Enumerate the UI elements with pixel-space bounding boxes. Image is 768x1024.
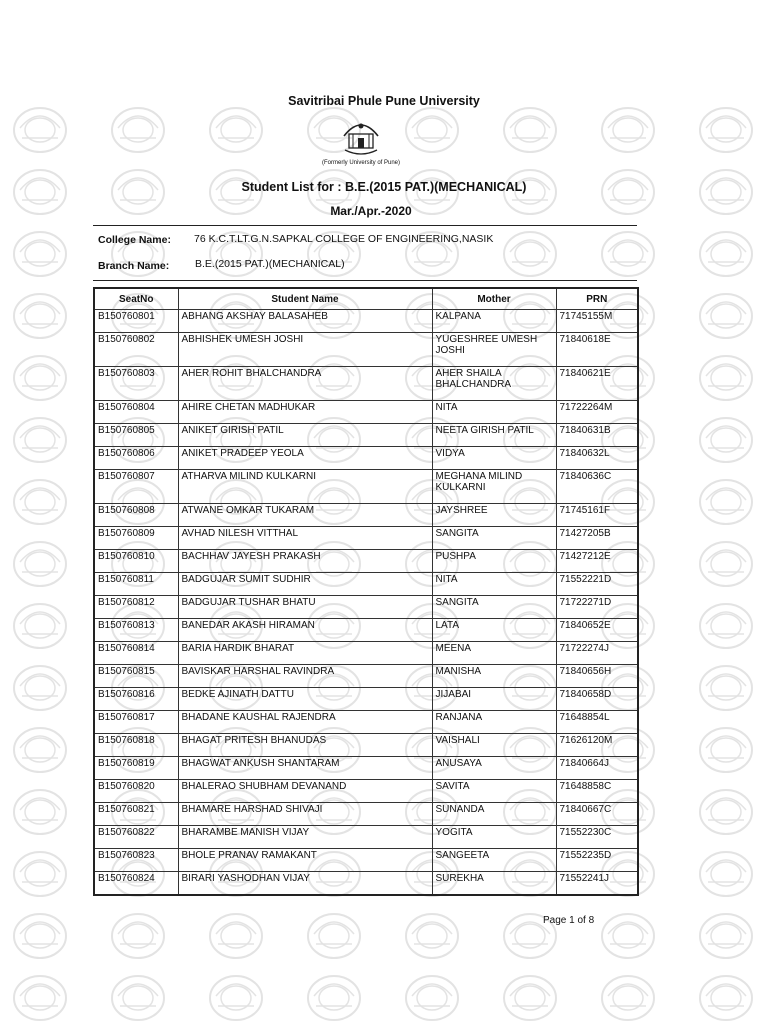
seat-number-cell: B150760820	[94, 780, 178, 803]
seat-number-cell: B150760819	[94, 757, 178, 780]
seat-number-cell: B150760805	[94, 424, 178, 447]
mother-name-cell: YUGESHREE UMESH JOSHI	[432, 333, 556, 367]
table-row	[94, 757, 638, 780]
mother-name-cell: VAISHALI	[432, 734, 556, 757]
prn-cell: 71552241J	[556, 872, 638, 896]
mother-name-cell: NEETA GIRISH PATIL	[432, 424, 556, 447]
student-name-cell: BHAGAT PRITESH BHANUDAS	[178, 734, 432, 757]
column-header-student-name: Student Name	[178, 288, 432, 310]
college-name-label: College Name:	[98, 234, 171, 246]
divider-bottom	[93, 280, 637, 281]
student-name-cell: ANIKET PRADEEP YEOLA	[178, 447, 432, 470]
mother-name-cell: KALPANA	[432, 310, 556, 333]
prn-cell: 71552221D	[556, 573, 638, 596]
student-name-cell: ABHANG AKSHAY BALASAHEB	[178, 310, 432, 333]
prn-cell: 71648858C	[556, 780, 638, 803]
prn-cell: 71840652E	[556, 619, 638, 642]
seat-number-cell: B150760813	[94, 619, 178, 642]
prn-cell: 71427205B	[556, 527, 638, 550]
student-name-cell: BHOLE PRANAV RAMAKANT	[178, 849, 432, 872]
mother-name-cell: VIDYA	[432, 447, 556, 470]
prn-cell: 71722271D	[556, 596, 638, 619]
mother-name-cell: JAYSHREE	[432, 504, 556, 527]
table-row	[94, 447, 638, 470]
student-list-title: Student List for : B.E.(2015 PAT.)(MECHANICAL)	[241, 180, 527, 194]
table-row	[94, 527, 638, 550]
column-header-prn: PRN	[556, 288, 638, 310]
student-name-cell: BIRARI YASHODHAN VIJAY	[178, 872, 432, 896]
prn-cell: 71722274J	[556, 642, 638, 665]
seat-number-cell: B150760817	[94, 711, 178, 734]
mother-name-cell: LATA	[432, 619, 556, 642]
student-name-cell: BARIA HARDIK BHARAT	[178, 642, 432, 665]
table-row	[94, 826, 638, 849]
seat-number-cell: B150760803	[94, 367, 178, 401]
seat-number-cell: B150760808	[94, 504, 178, 527]
prn-cell: 71745155M	[556, 310, 638, 333]
mother-name-cell: NITA	[432, 573, 556, 596]
table-row	[94, 619, 638, 642]
mother-name-cell: RANJANA	[432, 711, 556, 734]
table-row	[94, 470, 638, 504]
student-name-cell: BADGUJAR SUMIT SUDHIR	[178, 573, 432, 596]
prn-cell: 71840631B	[556, 424, 638, 447]
mother-name-cell: SUNANDA	[432, 803, 556, 826]
seat-number-cell: B150760824	[94, 872, 178, 896]
table-row	[94, 550, 638, 573]
student-name-cell: AHER ROHIT BHALCHANDRA	[178, 367, 432, 401]
seat-number-cell: B150760818	[94, 734, 178, 757]
seat-number-cell: B150760821	[94, 803, 178, 826]
formerly-note: (Formerly University of Pune)	[321, 160, 401, 166]
mother-name-cell: ANUSAYA	[432, 757, 556, 780]
prn-cell: 71552230C	[556, 826, 638, 849]
student-name-cell: AHIRE CHETAN MADHUKAR	[178, 401, 432, 424]
table-row	[94, 780, 638, 803]
seat-number-cell: B150760801	[94, 310, 178, 333]
table-row	[94, 803, 638, 826]
table-row	[94, 711, 638, 734]
table-row	[94, 573, 638, 596]
mother-name-cell: SAVITA	[432, 780, 556, 803]
table-row	[94, 665, 638, 688]
table-row	[94, 734, 638, 757]
prn-cell: 71840658D	[556, 688, 638, 711]
student-name-cell: BEDKE AJINATH DATTU	[178, 688, 432, 711]
table-row	[94, 596, 638, 619]
student-name-cell: ABHISHEK UMESH JOSHI	[178, 333, 432, 367]
table-header-row	[94, 288, 638, 310]
prn-cell: 71840618E	[556, 333, 638, 367]
table-row	[94, 642, 638, 665]
mother-name-cell: YOGITA	[432, 826, 556, 849]
page-number: Page 1 of 8	[543, 915, 595, 926]
student-name-cell: BHAGWAT ANKUSH SHANTARAM	[178, 757, 432, 780]
mother-name-cell: MANISHA	[432, 665, 556, 688]
seat-number-cell: B150760812	[94, 596, 178, 619]
prn-cell: 71840632L	[556, 447, 638, 470]
table-row	[94, 849, 638, 872]
prn-cell: 71840621E	[556, 367, 638, 401]
student-name-cell: BAVISKAR HARSHAL RAVINDRA	[178, 665, 432, 688]
column-header-seatno: SeatNo	[94, 288, 178, 310]
student-name-cell: BHADANE KAUSHAL RAJENDRA	[178, 711, 432, 734]
seat-number-cell: B150760823	[94, 849, 178, 872]
student-name-cell: ATHARVA MILIND KULKARNI	[178, 470, 432, 504]
mother-name-cell: JIJABAI	[432, 688, 556, 711]
seat-number-cell: B150760802	[94, 333, 178, 367]
prn-cell: 71840656H	[556, 665, 638, 688]
seat-number-cell: B150760816	[94, 688, 178, 711]
mother-name-cell: MEENA	[432, 642, 556, 665]
mother-name-cell: SUREKHA	[432, 872, 556, 896]
seat-number-cell: B150760804	[94, 401, 178, 424]
prn-cell: 71840667C	[556, 803, 638, 826]
table-row	[94, 401, 638, 424]
seat-number-cell: B150760807	[94, 470, 178, 504]
university-name: Savitribai Phule Pune University	[288, 94, 480, 108]
table-row	[94, 872, 638, 896]
seat-number-cell: B150760811	[94, 573, 178, 596]
table-row	[94, 424, 638, 447]
seat-number-cell: B150760810	[94, 550, 178, 573]
student-name-cell: BHARAMBE MANISH VIJAY	[178, 826, 432, 849]
student-name-cell: ATWANE OMKAR TUKARAM	[178, 504, 432, 527]
mother-name-cell: SANGITA	[432, 527, 556, 550]
prn-cell: 71648854L	[556, 711, 638, 734]
table-row	[94, 367, 638, 401]
table-row	[94, 504, 638, 527]
table-row	[94, 333, 638, 367]
student-name-cell: BADGUJAR TUSHAR BHATU	[178, 596, 432, 619]
exam-session: Mar./Apr.-2020	[330, 204, 412, 218]
prn-cell: 71722264M	[556, 401, 638, 424]
student-name-cell: ANIKET GIRISH PATIL	[178, 424, 432, 447]
student-name-cell: BACHHAV JAYESH PRAKASH	[178, 550, 432, 573]
divider-top	[93, 225, 637, 226]
seat-number-cell: B150760809	[94, 527, 178, 550]
prn-cell: 71427212E	[556, 550, 638, 573]
mother-name-cell: AHER SHAILA BHALCHANDRA	[432, 367, 556, 401]
table-row	[94, 688, 638, 711]
mother-name-cell: NITA	[432, 401, 556, 424]
prn-cell: 71840636C	[556, 470, 638, 504]
column-header-mother: Mother	[432, 288, 556, 310]
student-name-cell: BANEDAR AKASH HIRAMAN	[178, 619, 432, 642]
mother-name-cell: MEGHANA MILIND KULKARNI	[432, 470, 556, 504]
prn-cell: 71745161F	[556, 504, 638, 527]
mother-name-cell: SANGEETA	[432, 849, 556, 872]
seat-number-cell: B150760822	[94, 826, 178, 849]
mother-name-cell: PUSHPA	[432, 550, 556, 573]
branch-name-value: B.E.(2015 PAT.)(MECHANICAL)	[195, 258, 345, 270]
seat-number-cell: B150760814	[94, 642, 178, 665]
prn-cell: 71840664J	[556, 757, 638, 780]
seat-number-cell: B150760815	[94, 665, 178, 688]
college-name-value: 76 K.C.T.LT.G.N.SAPKAL COLLEGE OF ENGINEERING,NASIK	[194, 233, 494, 245]
student-table	[93, 287, 639, 896]
student-name-cell: AVHAD NILESH VITTHAL	[178, 527, 432, 550]
student-name-cell: BHAMARE HARSHAD SHIVAJI	[178, 803, 432, 826]
prn-cell: 71626120M	[556, 734, 638, 757]
mother-name-cell: SANGITA	[432, 596, 556, 619]
seat-number-cell: B150760806	[94, 447, 178, 470]
student-name-cell: BHALERAO SHUBHAM DEVANAND	[178, 780, 432, 803]
university-seal-icon	[340, 116, 382, 158]
table-row	[94, 310, 638, 333]
prn-cell: 71552235D	[556, 849, 638, 872]
branch-name-label: Branch Name:	[98, 260, 170, 272]
